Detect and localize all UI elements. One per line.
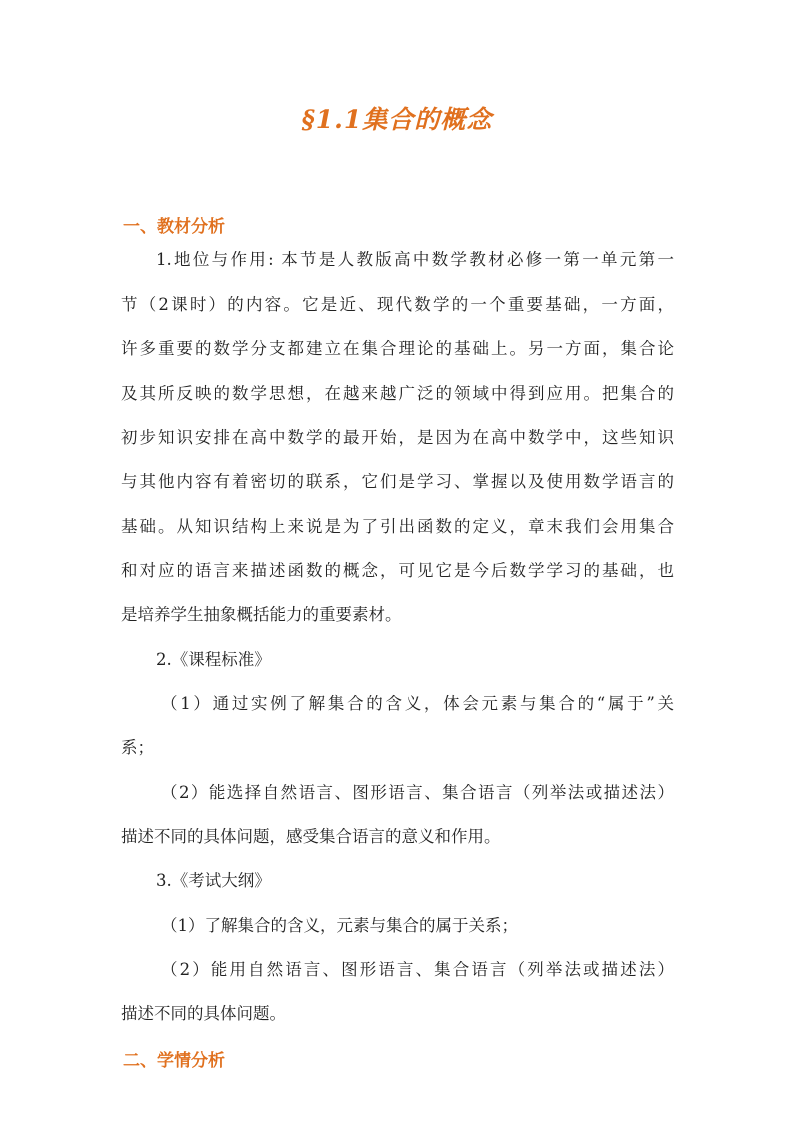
document-title: §1.1集合的概念	[301, 105, 493, 134]
paragraph-line: 基础。从知识结构上来说是为了引出函数的定义，章末我们会用集合	[121, 517, 674, 536]
paragraph-line: 系；	[121, 738, 154, 757]
paragraph-line: （2）能选择自然语言、图形语言、集合语言（列举法或描述法）	[161, 783, 674, 802]
paragraph-line: （2）能用自然语言、图形语言、集合语言（列举法或描述法）	[161, 960, 674, 979]
paragraph-line: 及其所反映的数学思想，在越来越广泛的领域中得到应用。把集合的	[121, 384, 674, 403]
paragraph-line: （1）了解集合的含义，元素与集合的属于关系；	[161, 916, 518, 935]
paragraph-line: 描述不同的具体问题。	[121, 1004, 286, 1023]
paragraph-line: （1）通过实例了解集合的含义，体会元素与集合的“属于”关	[161, 694, 674, 713]
paragraph-line: 初步知识安排在高中数学的最开始，是因为在高中数学中，这些知识	[121, 428, 674, 447]
paragraph-line: 与其他内容有着密切的联系，它们是学习、掌握以及使用数学语言的	[121, 472, 674, 491]
section-heading-learner-analysis: 二、学情分析	[123, 1051, 225, 1071]
paragraph-line: 1.地位与作用: 本节是人教版高中数学教材必修一第一单元第一	[156, 250, 674, 269]
paragraph-line: 是培养学生抽象概括能力的重要素材。	[121, 605, 402, 624]
section-heading-textbook-analysis: 一、教材分析	[123, 217, 225, 237]
subsection-label-exam-outline: 3.《考试大纲》	[156, 871, 271, 890]
paragraph-line: 许多重要的数学分支都建立在集合理论的基础上。另一方面，集合论	[121, 339, 674, 358]
subsection-label-curriculum-standard: 2.《课程标准》	[156, 650, 271, 669]
paragraph-line: 节（2课时）的内容。它是近、现代数学的一个重要基础，一方面，	[121, 295, 674, 314]
paragraph-line: 和对应的语言来描述函数的概念，可见它是今后数学学习的基础，也	[121, 561, 674, 580]
paragraph-line: 描述不同的具体问题，感受集合语言的意义和作用。	[121, 827, 501, 846]
